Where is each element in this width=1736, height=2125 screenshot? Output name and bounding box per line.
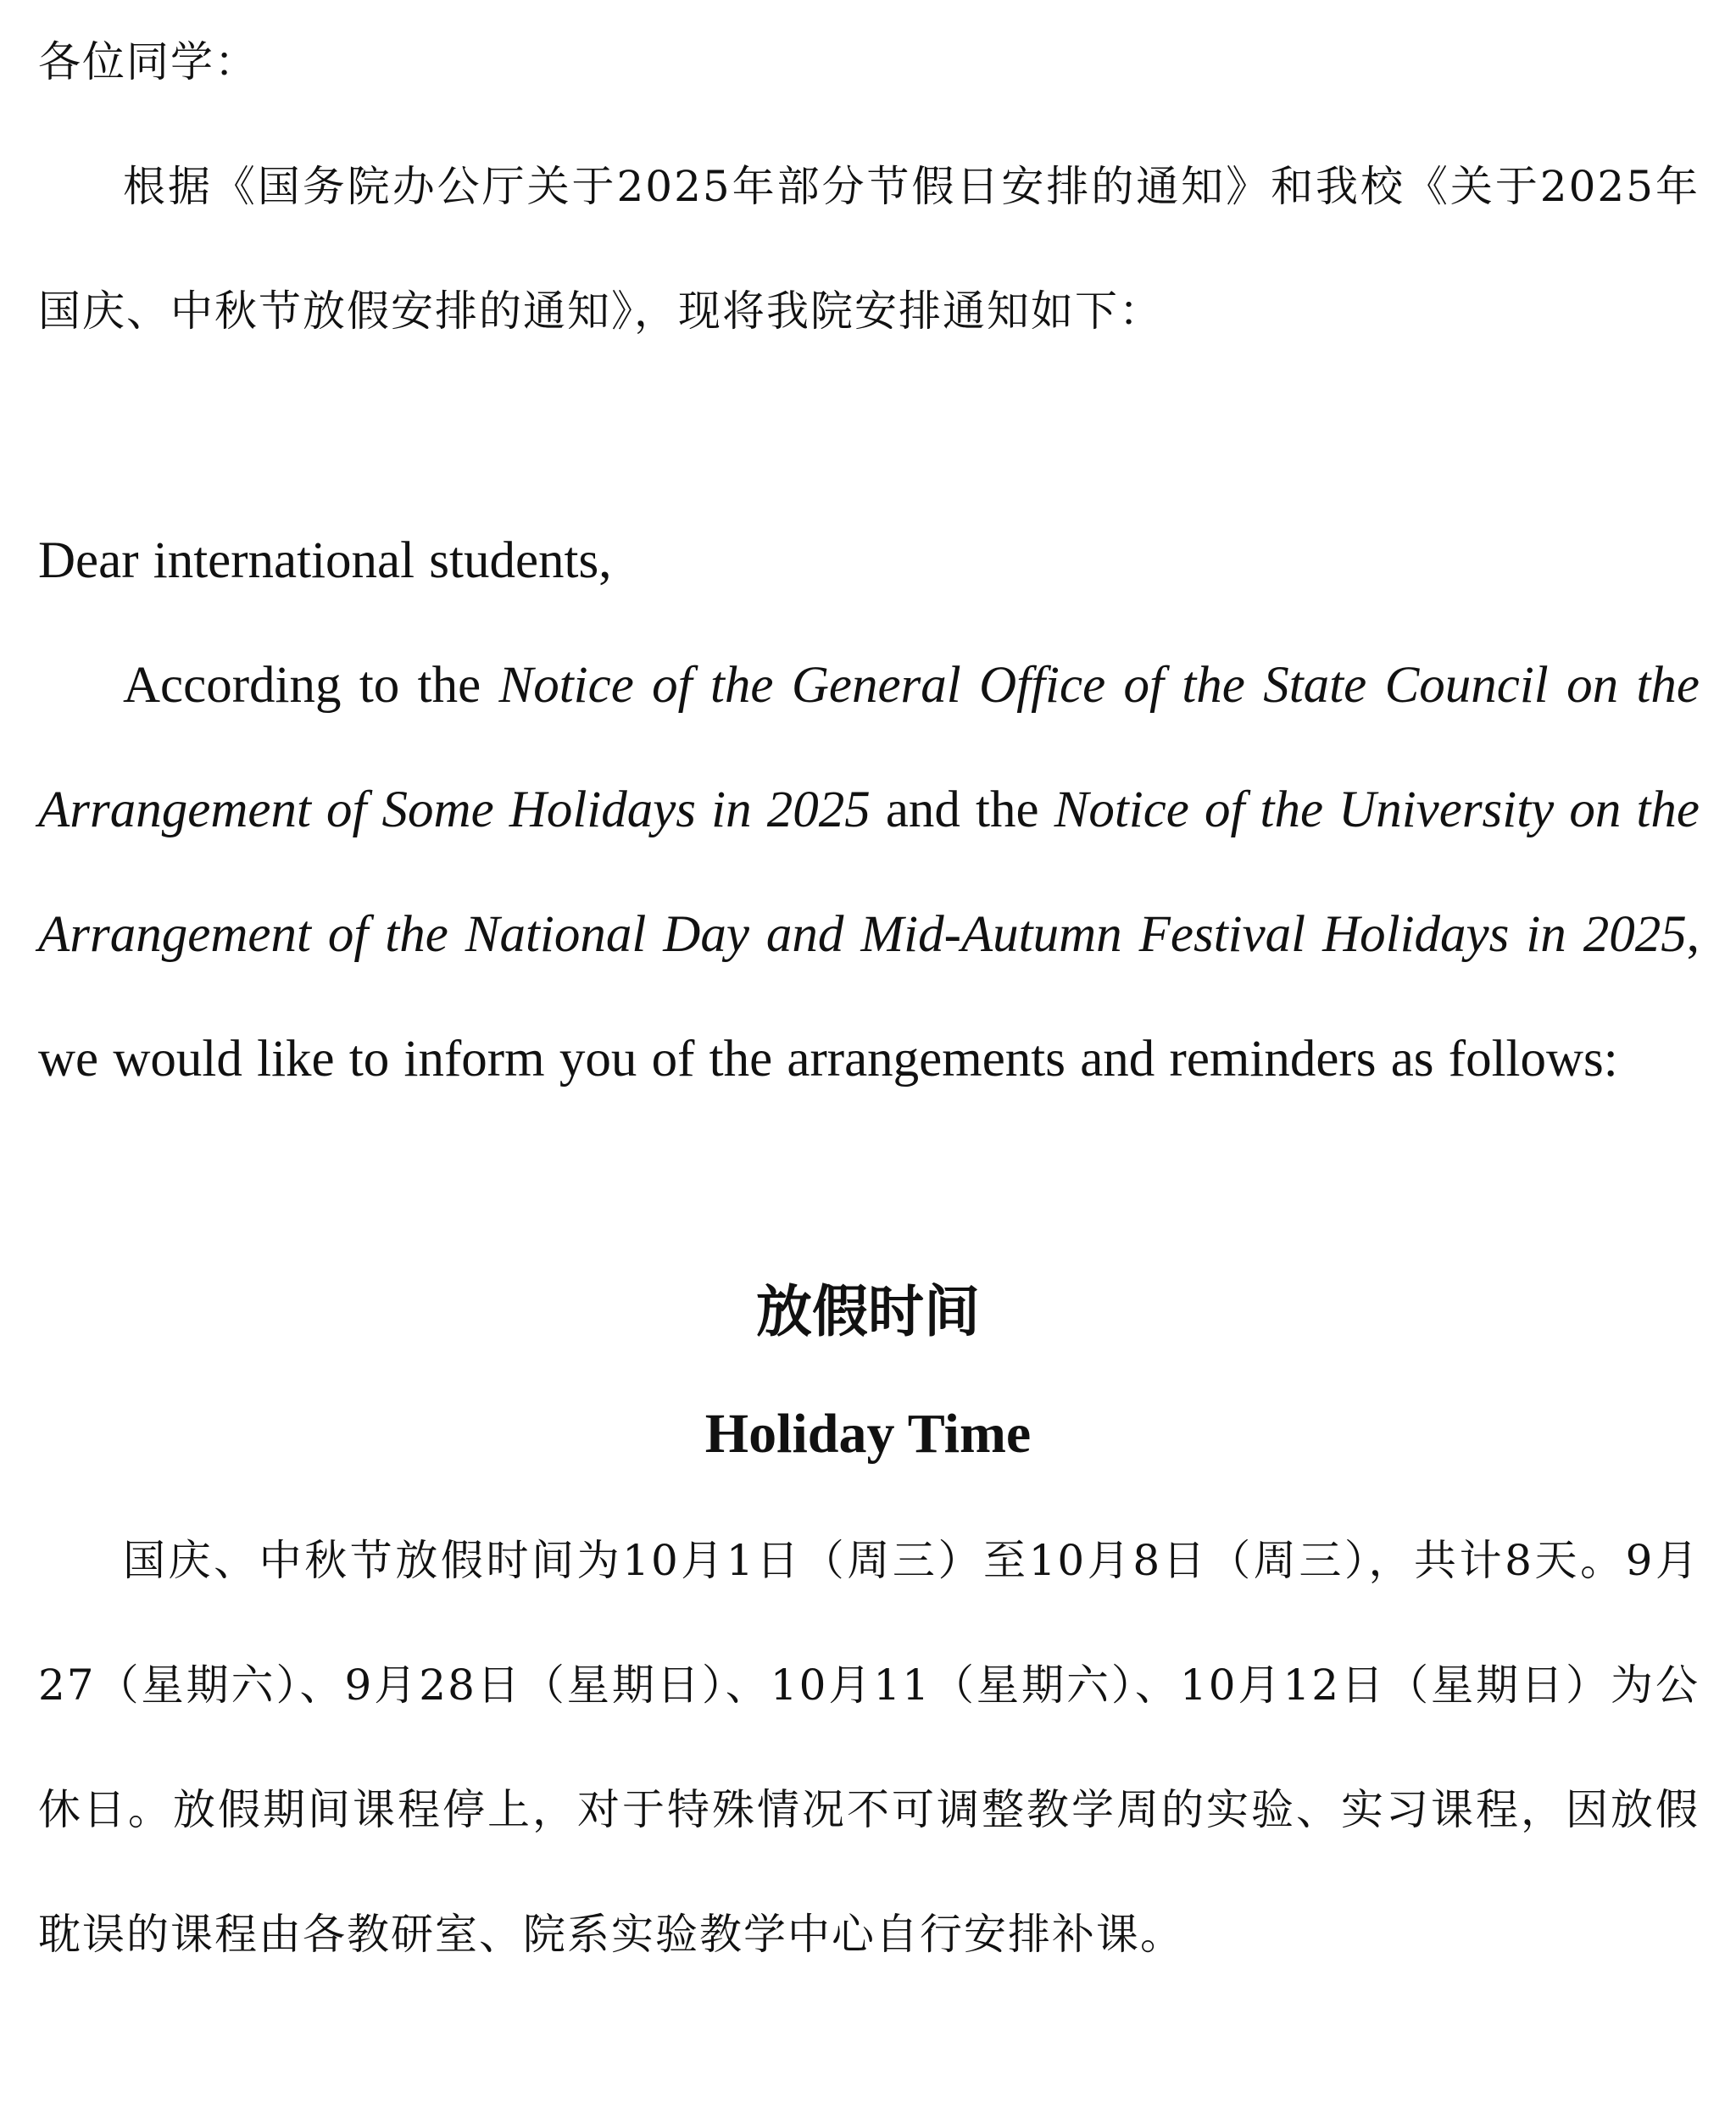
intro-en-part3: , we would like to inform you of the arrangements and reminders as follows: [38, 906, 1700, 1088]
notice-title-state-council: Notice of the General Office of the State Council on the Arrangement of Some Holidays in 2025 [38, 657, 1700, 838]
holiday-paragraph-zh: 国庆、中秋节放假时间为10月1日（周三）至10月8日（周三），共计8天。9月27（星期六）、9月28日（星期日）、10月11（星期六）、10月12日（星期日）为公休日。放假期间课程停上，对于特殊情况不可调整教学周的实验、实习课程，因放假耽误的课程由各教研室、院系实验教学中心自行安排补课。 [38, 1536, 1700, 1959]
section-title-en: Holiday Time [704, 1403, 1032, 1465]
greeting-en: Dear international students, [38, 532, 612, 589]
intro-paragraph-en [38, 623, 1700, 1121]
section-title-zh: 放假时间 [756, 1279, 980, 1344]
intro-en-part2: and the [870, 782, 1054, 838]
notice-title-university: Notice of the University on the Arrangement of the National Day and Mid-Autumn Festival Holidays in 2025 [38, 782, 1700, 963]
intro-paragraph-zh: 根据《国务院办公厅关于2025年部分节假日安排的通知》和我校《关于2025年国庆、中秋节放假安排的通知》，现将我院安排通知如下： [38, 162, 1700, 336]
greeting-zh: 各位同学： [38, 37, 259, 86]
intro-en-part1: According to the [123, 657, 499, 714]
